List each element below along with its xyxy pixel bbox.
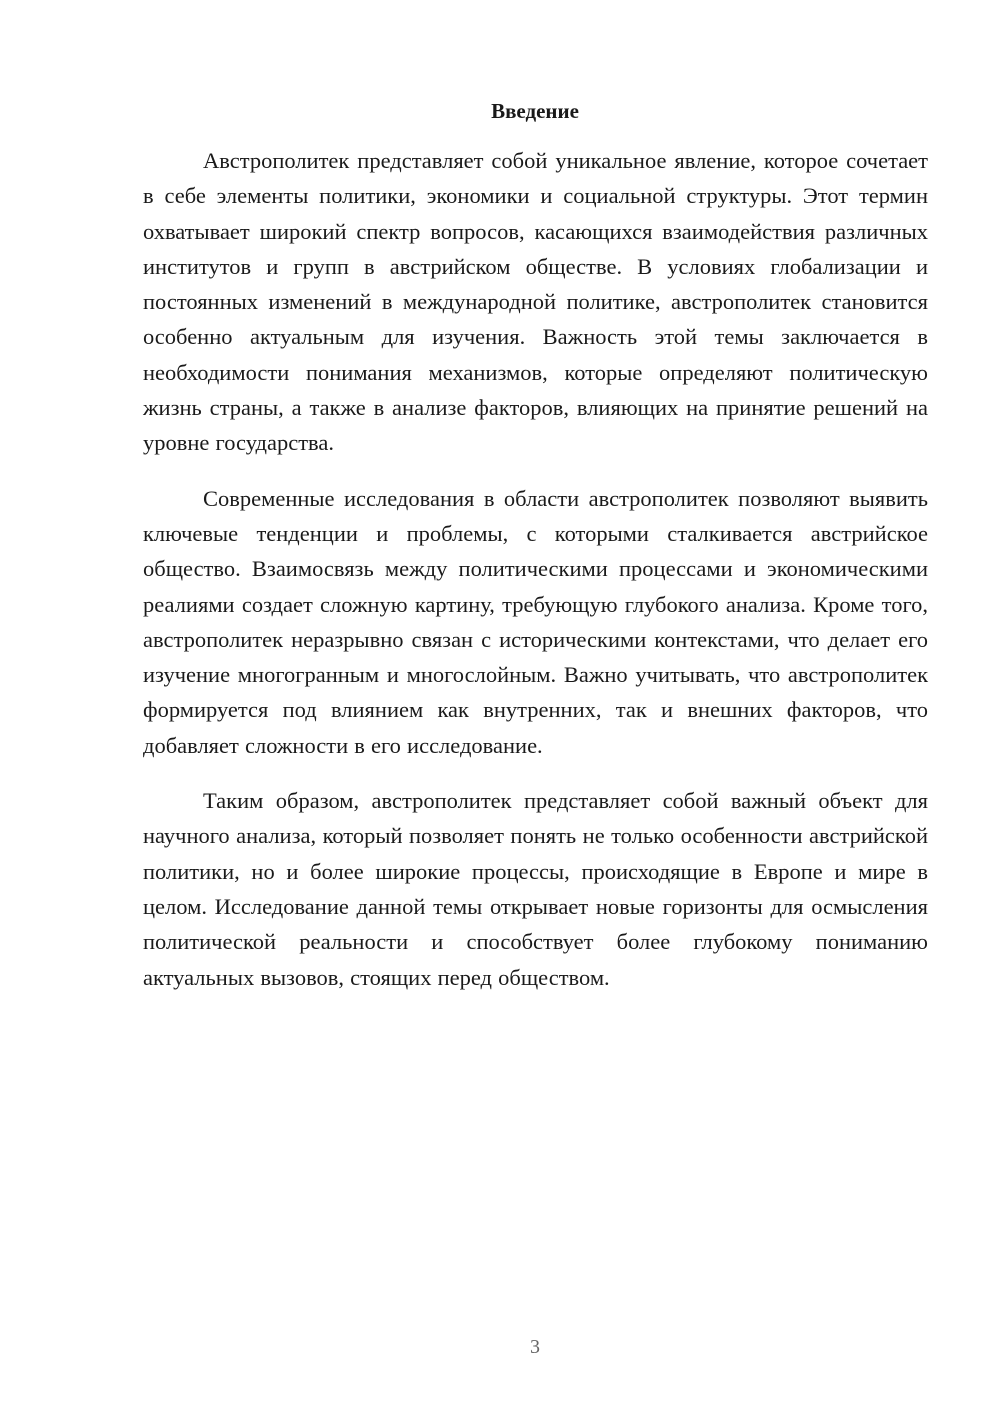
- paragraph-2: Современные исследования в области австрополитек позволяют выявить ключевые тенденции и проблемы, с которыми сталкивается австрийское общество. Взаимосвязь между политическими процессами и экономическими реалиями создает сложную картину, требующую глубокого анализа. Кроме того, австрополитек неразрывно связан с историческими контекстами, что делает его изучение многогранным и многослойным. Важно учитывать, что австрополитек формируется под влиянием как внутренних, так и внешних факторов, что добавляет сложности в его исследование.: [143, 485, 928, 758]
- section-heading: Введение: [491, 99, 579, 123]
- paragraph-3: Таким образом, австрополитек представляет собой важный объект для научного анализа, который позволяет понять не только особенности австрийской политики, но и более широкие процессы, происходящие в Европе и мире в целом. Исследование данной темы открывает новые горизонты для осмысления политической реальности и способствует более глубокому пониманию актуальных вызовов, стоящих перед обществом.: [143, 788, 928, 990]
- page-number: 3: [530, 1336, 540, 1358]
- body-text: [143, 143, 928, 995]
- paragraph-1: Австрополитек представляет собой уникальное явление, которое сочетает в себе элементы политики, экономики и социальной структуры. Этот термин охватывает широкий спектр вопросов, касающихся взаимодействия различных институтов и групп в австрийском обществе. В условиях глобализации и постоянных изменений в международной политике, австрополитек становится особенно актуальным для изучения. Важность этой темы заключается в необходимости понимания механизмов, которые определяют политическую жизнь страны, а также в анализе факторов, влияющих на принятие решений на уровне государства.: [143, 148, 928, 456]
